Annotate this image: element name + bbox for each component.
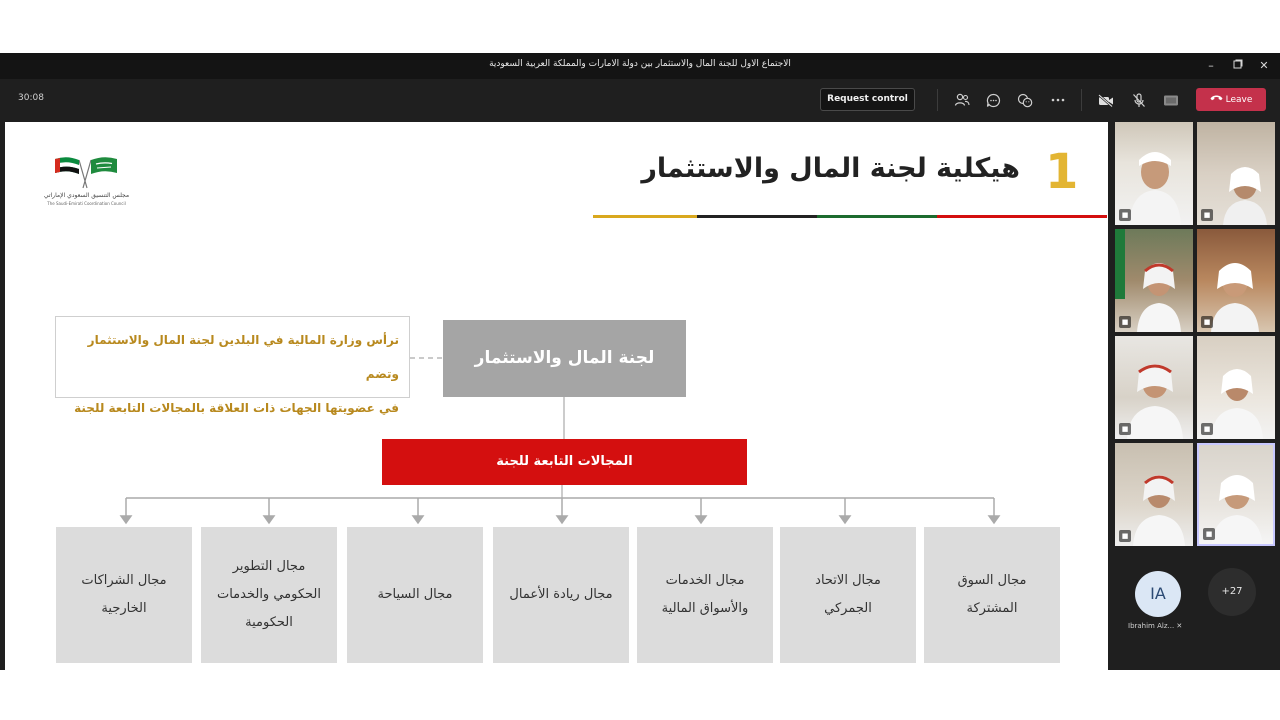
- mic-status-icon: ■: [1119, 423, 1131, 435]
- field-box-tourism: [347, 527, 483, 663]
- minimize-icon[interactable]: –: [1208, 59, 1214, 72]
- mic-status-icon: ■: [1201, 423, 1213, 435]
- participant-video-tile[interactable]: [1115, 122, 1193, 225]
- slide-number: 1: [1045, 144, 1079, 200]
- participant-video-tile[interactable]: [1115, 229, 1193, 332]
- field-box-external-partnerships: [56, 527, 192, 663]
- participant-name-text: Ibrahim Alz...: [1128, 622, 1175, 630]
- mic-status-icon: ■: [1203, 528, 1215, 540]
- participant-video-tile[interactable]: [1115, 443, 1193, 546]
- mic-off-icon[interactable]: [1130, 91, 1148, 109]
- title-bar: [0, 53, 1280, 79]
- restore-icon[interactable]: [1228, 56, 1248, 76]
- note-line: في عضويتها الجهات ذات العلاقة بالمجالات التابعة للجنة: [74, 401, 399, 415]
- field-line: المشتركة: [966, 601, 1018, 616]
- field-line: الحكومي والخدمات: [216, 587, 322, 602]
- reactions-icon[interactable]: [1016, 91, 1034, 109]
- participant-video-tile[interactable]: [1197, 229, 1275, 332]
- field-box-customs-union: [780, 527, 916, 663]
- field-line: مجال الخدمات: [665, 573, 745, 588]
- people-icon[interactable]: [953, 91, 971, 109]
- participant-video-tile[interactable]: [1115, 336, 1193, 439]
- meeting-toolbar: [0, 79, 1280, 121]
- more-icon[interactable]: [1049, 91, 1067, 109]
- field-line: الجمركي: [824, 601, 872, 616]
- toolbar-divider: [1081, 89, 1082, 111]
- overflow-participants-button[interactable]: +27: [1208, 568, 1256, 616]
- field-line: مجال التطوير: [232, 559, 306, 574]
- mic-status-icon: ■: [1201, 209, 1213, 221]
- leave-button[interactable]: [1196, 88, 1266, 111]
- fields-header: المجالات التابعة للجنة: [382, 439, 747, 485]
- mic-status-icon: ■: [1119, 530, 1131, 542]
- field-line: مجال ريادة الأعمال: [509, 587, 613, 602]
- field-line: مجال الاتحاد: [815, 573, 881, 588]
- field-line: والأسواق المالية: [661, 601, 749, 616]
- field-box-entrepreneurship: [493, 527, 629, 663]
- participant-avatar[interactable]: IA: [1135, 571, 1181, 617]
- field-box-common-market: [924, 527, 1060, 663]
- mic-status-icon: ■: [1119, 316, 1131, 328]
- note-box: [55, 316, 410, 415]
- teams-meeting-window: [0, 53, 1280, 670]
- participants-panel: [1110, 122, 1280, 670]
- field-line: مجال السياحة: [377, 587, 453, 602]
- participant-name: [1128, 622, 1182, 630]
- meeting-timer: 30:08: [18, 93, 44, 103]
- muted-icon: ✕: [1176, 622, 1183, 630]
- participant-video-tile[interactable]: [1197, 336, 1275, 439]
- toolbar-divider: [937, 89, 938, 111]
- chat-icon[interactable]: [984, 91, 1002, 109]
- logo-english-text: The Saudi-Emirati Coordination Council: [47, 201, 126, 206]
- committee-box: لجنة المال والاستثمار: [443, 320, 686, 397]
- request-control-button[interactable]: Request control: [820, 88, 915, 111]
- field-box-financial-services: [637, 527, 773, 663]
- mic-status-icon: ■: [1201, 316, 1213, 328]
- note-line: ترأس وزارة المالية في البلدين لجنة المال والاستثمار وتضم: [87, 333, 399, 381]
- leave-label: Leave: [1225, 95, 1253, 105]
- participant-video-tile[interactable]: [1197, 122, 1275, 225]
- logo-arabic-text: مجلس التنسيق السعودي الإماراتي: [43, 192, 130, 199]
- mic-status-icon: ■: [1119, 209, 1131, 221]
- participant-video-tile[interactable]: [1197, 443, 1275, 546]
- phone-hangup-icon: [1210, 88, 1223, 111]
- shared-slide: [5, 122, 1108, 670]
- field-box-government-development: [201, 527, 337, 663]
- field-line: الخارجية: [101, 601, 147, 616]
- field-line: الحكومية: [245, 615, 293, 630]
- field-line: مجال الشراكات: [81, 573, 167, 588]
- window-title: الاجتماع الاول للجنة المال والاستثمار بين دولة الامارات والمملكة العربية السعودية: [489, 59, 791, 69]
- camera-off-icon[interactable]: [1097, 91, 1115, 109]
- slide-title: هيكلية لجنة المال والاستثمار: [641, 153, 1020, 184]
- field-line: مجال السوق: [957, 573, 1027, 588]
- close-icon[interactable]: ✕: [1259, 59, 1269, 72]
- share-tray-icon[interactable]: [1162, 91, 1180, 109]
